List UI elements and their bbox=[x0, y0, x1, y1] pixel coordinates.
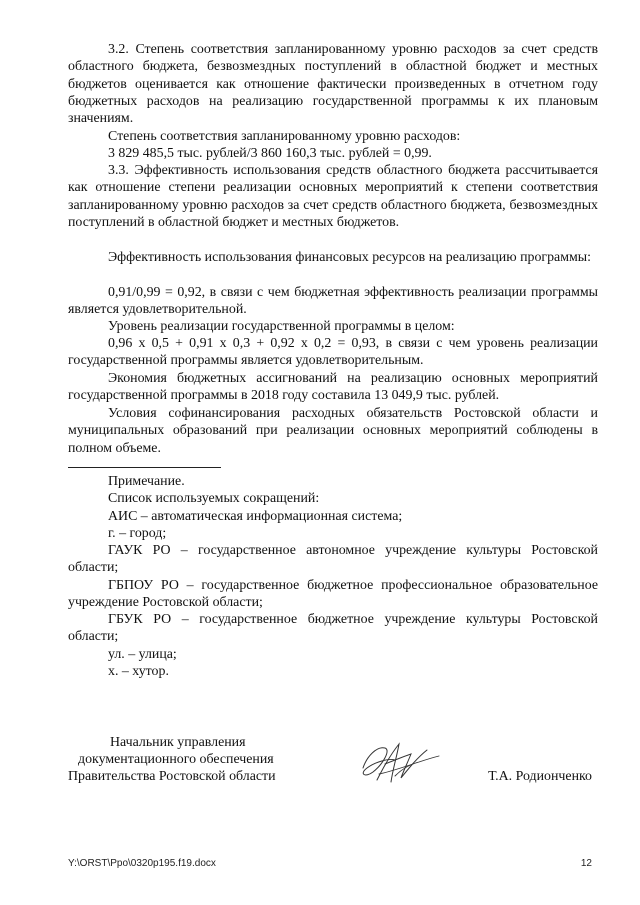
abbreviation-item: х. – хутор. bbox=[108, 664, 169, 679]
signer-title-line-2: документационного обеспечения bbox=[78, 752, 274, 767]
abbreviation-item: АИС – автоматическая информационная система; bbox=[108, 509, 403, 524]
signer-name: Т.А. Родионченко bbox=[488, 769, 592, 784]
abbreviation-item: ГБПОУ РО – государственное бюджетное профессиональное образовательное учреждение Ростовской области; bbox=[68, 578, 598, 611]
abbreviation-item: г. – город; bbox=[108, 526, 167, 541]
note-title: Примечание. bbox=[108, 474, 185, 489]
section-3-2-formula: 3 829 485,5 тыс. рублей/3 860 160,3 тыс. рублей = 0,99. bbox=[108, 146, 432, 161]
handwritten-signature bbox=[355, 738, 445, 786]
efficiency-formula: 0,91/0,99 = 0,92, в связи с чем бюджетная эффективность реализации программы является удовлетворительной. bbox=[68, 285, 598, 318]
savings-paragraph: Экономия бюджетных ассигнований на реализацию основных мероприятий государственной программы в 2018 году составила 13 049,9 тыс. рублей. bbox=[68, 371, 598, 404]
abbreviations-title: Список используемых сокращений: bbox=[108, 491, 320, 506]
section-3-2-label: Степень соответствия запланированному уровню расходов: bbox=[108, 129, 461, 144]
page-number: 12 bbox=[580, 858, 592, 869]
section-3-2-paragraph: 3.2. Степень соответствия запланированному уровню расходов за счет средств областного бюджета, безвозмездных поступлений в областной бюджет и местных бюджетов оценивается как отношение фактически произведенных в отчетном году бюджетных расходов на реализацию государственной программы к их плановым значениям. bbox=[68, 42, 598, 127]
level-label: Уровень реализации государственной программы в целом: bbox=[108, 319, 455, 334]
level-formula: 0,96 х 0,5 + 0,91 х 0,3 + 0,92 х 0,2 = 0,93, в связи с чем уровень реализации государственной программы является удовлетворительным. bbox=[68, 336, 598, 369]
signer-title-line-1: Начальник управления bbox=[110, 735, 246, 750]
footnote-divider bbox=[68, 467, 221, 468]
abbreviation-item: ул. – улица; bbox=[108, 647, 177, 662]
file-path: Y:\ORST\Ppo\0320p195.f19.docx bbox=[68, 858, 216, 869]
cofinancing-paragraph: Условия софинансирования расходных обязательств Ростовской области и муниципальных образований при реализации основных мероприятий соблюдены в полном объеме. bbox=[68, 406, 598, 456]
abbreviation-item: ГБУК РО – государственное бюджетное учреждение культуры Ростовской области; bbox=[68, 612, 598, 645]
abbreviation-item: ГАУК РО – государственное автономное учреждение культуры Ростовской области; bbox=[68, 543, 598, 576]
signer-title-line-3: Правительства Ростовской области bbox=[68, 769, 276, 784]
efficiency-label: Эффективность использования финансовых ресурсов на реализацию программы: bbox=[108, 250, 591, 265]
section-3-3-paragraph: 3.3. Эффективность использования средств областного бюджета рассчитывается как отношение степени реализации основных мероприятий к степени соответствия запланированному уровню расходов за счет средств областного бюджета, безвозмездных поступлений в областной бюджет и местных бюджетов. bbox=[68, 163, 598, 230]
